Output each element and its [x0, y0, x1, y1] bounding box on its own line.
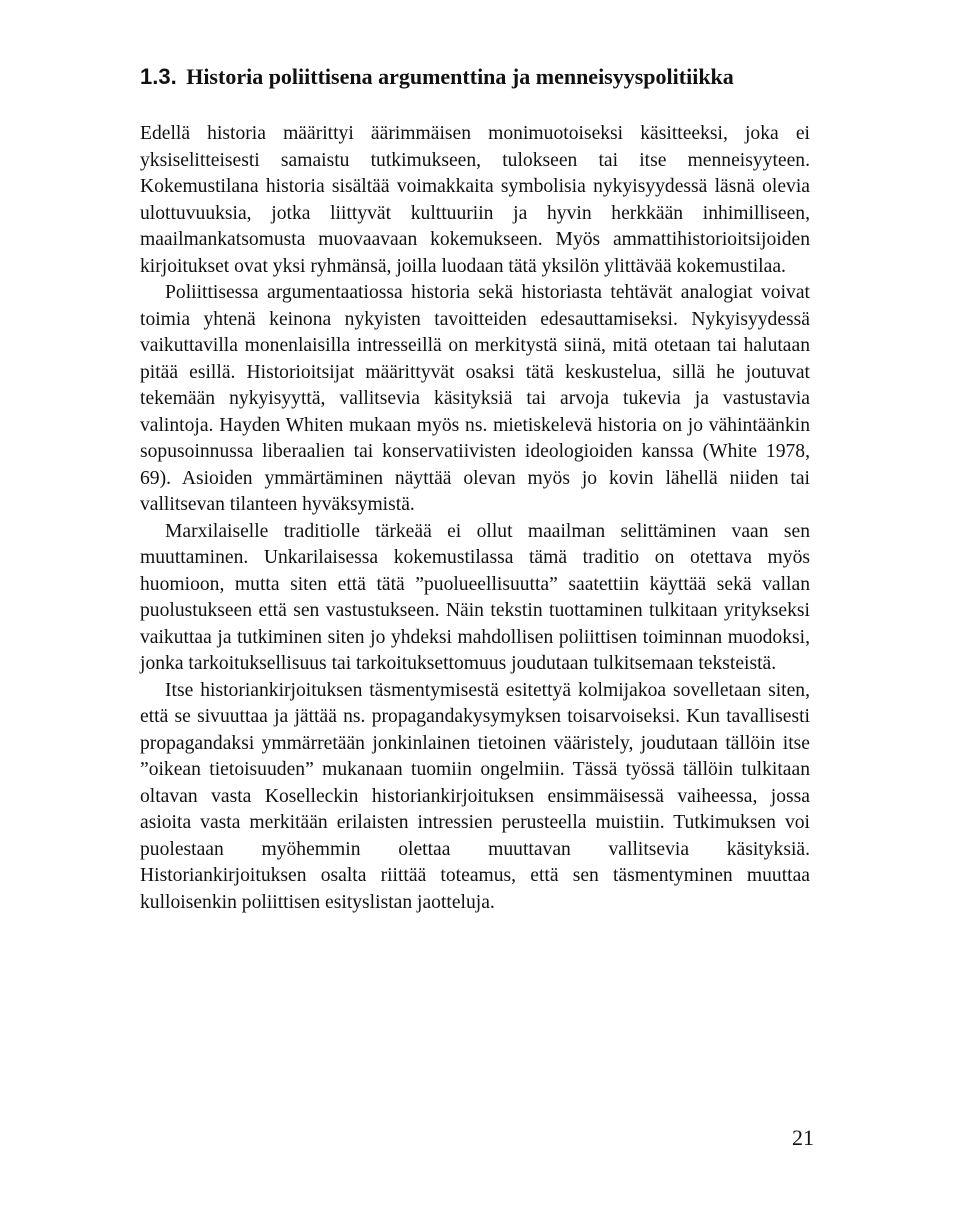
page-number: 21	[792, 1125, 814, 1150]
paragraph-2: Poliittisessa argumentaatiossa historia sekä historiasta tehtävät analogiat voivat toimia yhtenä keinona nykyisten tavoitteiden edesauttamiseksi. Nykyisyydessä vaikuttavilla monenlaisilla intresseillä on merkitystä siinä, mitä otetaan tai halutaan pitää esillä. Historioitsijat määrittyvät osaksi tätä keskustelua, sillä he joutuvat tekemään nykyisyyttä, vallitsevia käsityksiä tai arvoja tukevia ja vastustavia valintoja. Hayden Whiten mukaan myös ns. mietiskelevä historia on jo vähintäänkin sopusoinnussa liberaalien tai konservatiivisten ideologioiden kanssa (White 1978, 69). Asioiden ymmärtäminen näyttää olevan myös jo kovin lähellä niiden tai vallitsevan tilanteen hyväksymistä.	[140, 282, 810, 515]
body-text	[140, 121, 810, 916]
paragraph-3: Marxilaiselle traditiolle tärkeää ei ollut maailman selittäminen vaan sen muuttaminen. Unkarilaisessa kokemustilassa tämä traditio on otettava myös huomioon, mutta siten että tätä ”puolueellisuutta” saatettiin käyttää sekä vallan puolustukseen että sen vastustukseen. Näin tekstin tuottaminen tulkitaan yritykseksi vaikuttaa ja tutkiminen siten jo yhdeksi mahdollisen poliittisen toiminnan muodoksi, jonka tarkoituksellisuus tai tarkoituksettomuus joudutaan tulkitsemaan teksteistä.	[140, 520, 810, 674]
section-heading	[140, 62, 820, 92]
section-number: 1.3.	[140, 64, 177, 89]
paragraph-4: Itse historiankirjoituksen täsmentymisestä esitettyä kolmijakoa sovelletaan siten, että se sivuuttaa ja jättää ns. propagandakysymyksen toisarvoiseksi. Kun tavallisesti propagandaksi ymmärretään jonkinlainen tietoinen vääristely, joudutaan tällöin itse ”oikean tietoisuuden” mukanaan tuomiin ongelmiin. Tässä työssä tällöin tulkitaan oltavan vasta Koselleckin historiankirjoituksen ensimmäisessä vaiheessa, jossa asioita vasta merkitään erilaisten intressien perusteella muistiin. Tutkimuksen voi puolestaan myöhemmin olettaa muuttavan vallitsevia käsityksiä. Historiankirjoituksen osalta riittää toteamus, että sen täsmentyminen muuttaa kulloisenkin poliittisen esityslistan jaotteluja.	[140, 679, 810, 913]
paragraph-1: Edellä historia määrittyi äärimmäisen monimuotoiseksi käsitteeksi, joka ei yksiselitteisesti samaistu tutkimukseen, tulokseen tai itse menneisyyteen. Kokemustilana historia sisältää voimakkaita symbolisia nykyisyydessä läsnä olevia ulottuvuuksia, jotka liittyvät kulttuuriin ja hyvin herkkään inhimilliseen, maailmankatsomusta muovaavaan kokemukseen. Myös ammattihistorioitsijoiden kirjoitukset ovat yksi ryhmänsä, joilla luodaan tätä yksilön ylittävää kokemustilaa.	[140, 123, 810, 277]
section-title: Historia poliittisena argumenttina ja menneisyyspolitiikka	[186, 64, 734, 89]
